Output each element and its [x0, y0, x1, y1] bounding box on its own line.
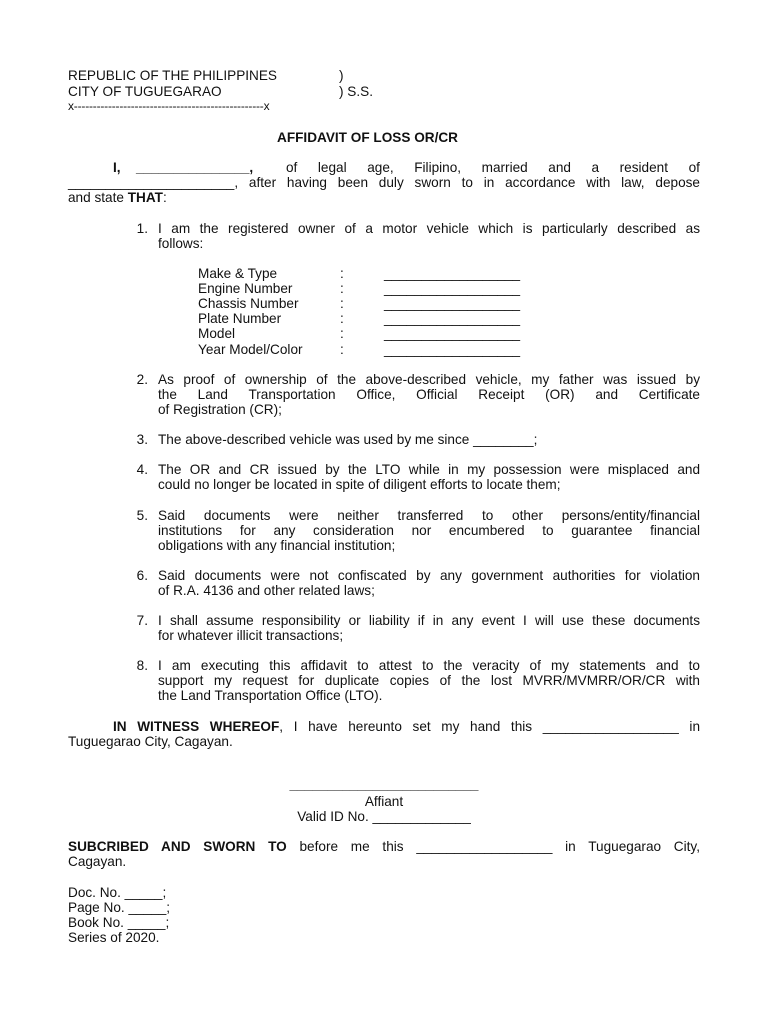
- item-number: 5.: [136, 508, 148, 523]
- item-2-line: of Registration (CR);: [158, 402, 282, 417]
- year-model-color-blank[interactable]: __________________: [384, 342, 521, 357]
- intro-word: and: [548, 160, 571, 175]
- intro-i: I,: [113, 160, 121, 175]
- item-number: 3.: [136, 432, 148, 447]
- item-4-line: could no longer be located in spite of diligent efforts to locate them;: [158, 477, 561, 492]
- witness-line-1: [113, 719, 700, 734]
- model-blank[interactable]: __________________: [384, 326, 521, 341]
- intro-word: of: [688, 160, 700, 175]
- sworn-heading: SUBCRIBED AND SWORN TO: [68, 839, 287, 854]
- make-type-blank[interactable]: __________________: [384, 266, 521, 281]
- item-number: 1.: [136, 221, 148, 236]
- intro-that: THAT: [127, 190, 163, 205]
- affiant-name-blank: _______________,: [136, 160, 254, 175]
- sworn-line-1: [68, 839, 700, 854]
- doc-no: Doc. No. _____;: [68, 885, 167, 900]
- chassis-number-blank[interactable]: __________________: [384, 296, 521, 311]
- item-number: 4.: [136, 462, 148, 477]
- item-number: 7.: [136, 613, 148, 628]
- item-5-line: obligations with any financial institution;: [158, 538, 396, 553]
- item-7-line: I shall assume responsibility or liability if in any event I will use these documents: [158, 613, 700, 628]
- witness-text: , I have hereunto set my hand this __________________ in: [279, 719, 701, 734]
- intro-line-3: [68, 190, 167, 205]
- field-label: Chassis Number: [198, 296, 299, 311]
- field-label: Plate Number: [198, 311, 282, 326]
- item-number: 6.: [136, 568, 148, 583]
- sworn-text: before me this __________________ in Tuguegarao City,: [286, 839, 700, 854]
- valid-id-field[interactable]: Valid ID No. _____________: [297, 809, 471, 824]
- field-label: Model: [198, 326, 236, 341]
- caption-republic: REPUBLIC OF THE PHILIPPINES: [68, 68, 277, 83]
- sworn-line-2: Cagayan.: [68, 854, 127, 869]
- intro-word: Filipino,: [414, 160, 462, 175]
- field-label: Year Model/Color: [198, 342, 303, 357]
- intro-line-3-text: and state: [68, 190, 128, 205]
- field-colon: :: [340, 266, 344, 281]
- item-8-line: the Land Transportation Office (LTO).: [158, 688, 383, 703]
- intro-word: resident: [619, 160, 669, 175]
- item-8-line: I am executing this affidavit to attest to the veracity of my statements and to: [158, 658, 700, 673]
- plate-number-blank[interactable]: __________________: [384, 311, 521, 326]
- intro-word: a: [591, 160, 600, 175]
- item-7-line: for whatever illicit transactions;: [158, 628, 344, 643]
- field-colon: :: [340, 281, 344, 296]
- signature-line[interactable]: _________________________: [289, 777, 479, 792]
- engine-number-blank[interactable]: __________________: [384, 281, 521, 296]
- document-title: AFFIDAVIT OF LOSS OR/CR: [277, 130, 458, 145]
- item-4-line: The OR and CR issued by the LTO while in my possession were misplaced and: [158, 462, 700, 477]
- field-colon: :: [340, 326, 344, 341]
- item-8-line: support my request for duplicate copies of the lost MVRR/MVMRR/OR/CR with: [158, 673, 700, 688]
- field-colon: :: [340, 296, 344, 311]
- item-1-line: I am the registered owner of a motor vehicle which is particularly described as: [158, 221, 700, 236]
- page-no: Page No. _____;: [68, 900, 171, 915]
- item-number: 2.: [136, 372, 148, 387]
- book-no: Book No. _____;: [68, 915, 170, 930]
- item-6-line: of R.A. 4136 and other related laws;: [158, 583, 375, 598]
- caption-city: CITY OF TUGUEGARAO: [68, 84, 222, 99]
- item-5-line: Said documents were neither transferred to other persons/entity/financial: [158, 508, 700, 523]
- item-3-line: The above-described vehicle was used by me since ________;: [158, 432, 538, 447]
- caption-ss: ) S.S.: [339, 84, 373, 99]
- item-5-line: institutions for any consideration nor encumbered to guarantee financial: [158, 523, 700, 538]
- intro-word: age,: [367, 160, 394, 175]
- intro-line-2: ______________________, after having been duly sworn to in accordance with law, depose: [68, 175, 700, 190]
- field-colon: :: [340, 342, 344, 357]
- field-label: Make & Type: [198, 266, 278, 281]
- intro-word: legal: [317, 160, 347, 175]
- item-2-line: As proof of ownership of the above-described vehicle, my father was issued by: [158, 372, 700, 387]
- series: Series of 2020.: [68, 930, 160, 945]
- field-colon: :: [340, 311, 344, 326]
- witness-line-2: Tuguegarao City, Cagayan.: [68, 734, 233, 749]
- intro-line-1: [286, 160, 700, 175]
- witness-heading: IN WITNESS WHEREOF: [113, 719, 280, 734]
- item-2-line: the Land Transportation Office, Official Receipt (OR) and Certificate: [158, 387, 700, 402]
- caption-divider: x--------------------------------------------------x: [68, 99, 270, 113]
- caption-paren: ): [339, 68, 344, 83]
- intro-word: of: [286, 160, 298, 175]
- affiant-label: Affiant: [364, 794, 404, 809]
- intro-word: married: [481, 160, 528, 175]
- item-1-line: follows:: [158, 236, 204, 251]
- intro-colon: :: [162, 190, 167, 205]
- field-label: Engine Number: [198, 281, 293, 296]
- item-6-line: Said documents were not confiscated by any government authorities for violation: [158, 568, 700, 583]
- item-number: 8.: [136, 658, 148, 673]
